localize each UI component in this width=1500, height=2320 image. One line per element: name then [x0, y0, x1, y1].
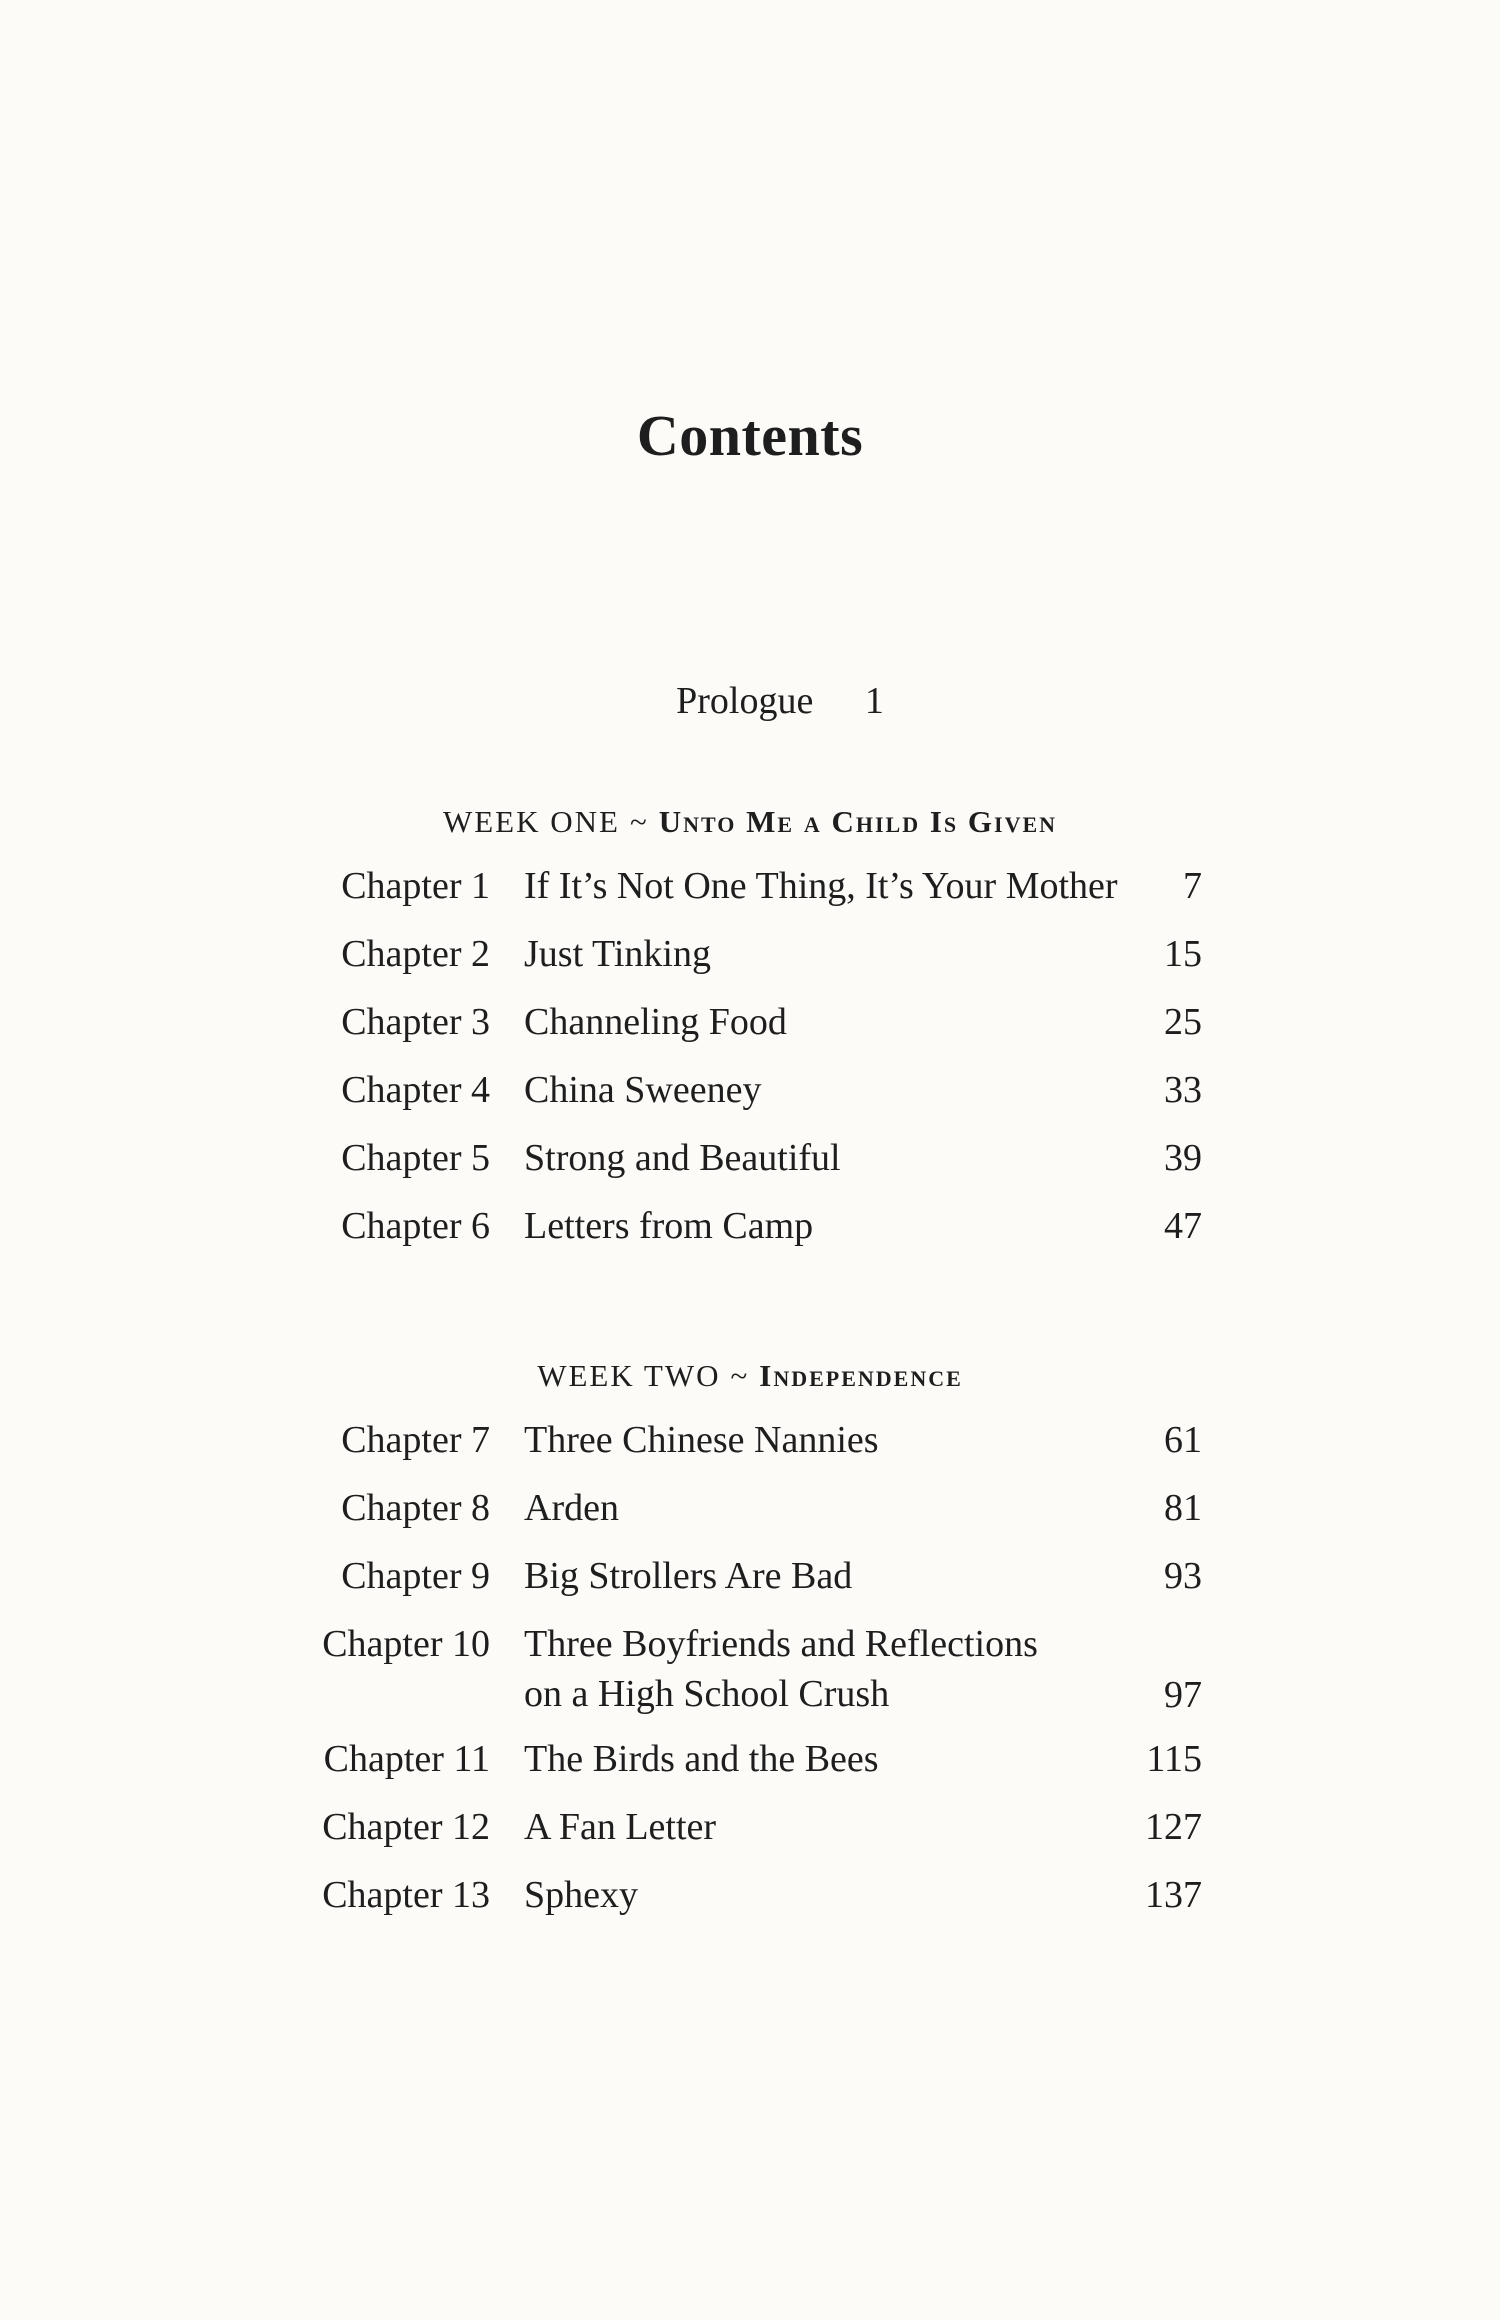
- week-two-dash: ~: [730, 1358, 750, 1393]
- week-two-heading: [0, 1356, 1500, 1396]
- chapter-page-number: 61: [1164, 1419, 1202, 1461]
- chapter-title: Big Strollers Are Bad: [524, 1555, 853, 1597]
- toc-entry[interactable]: [0, 1801, 1500, 1869]
- toc-entry[interactable]: [0, 996, 1500, 1064]
- chapter-number: Chapter 5: [341, 1137, 490, 1179]
- chapter-title-line-2: on a High School Crush: [524, 1673, 890, 1715]
- chapter-title: Strong and Beautiful: [524, 1137, 841, 1179]
- chapter-page-number: 137: [1145, 1874, 1202, 1916]
- week-one-name: WEEK ONE: [442, 804, 620, 839]
- toc-entry[interactable]: [0, 1064, 1500, 1132]
- toc-entry[interactable]: [0, 1618, 1500, 1733]
- chapter-number: Chapter 13: [322, 1874, 490, 1916]
- toc-entry[interactable]: [0, 1132, 1500, 1200]
- chapter-page-number: 7: [1183, 865, 1202, 907]
- chapter-title: Three Chinese Nannies: [524, 1419, 879, 1461]
- chapter-page-number: 15: [1164, 933, 1202, 975]
- chapter-title: [524, 1618, 1124, 1718]
- chapter-number: Chapter 11: [323, 1738, 490, 1780]
- chapter-number: Chapter 6: [341, 1205, 490, 1247]
- chapter-page-number: 47: [1164, 1205, 1202, 1247]
- chapter-number: Chapter 7: [341, 1419, 490, 1461]
- chapter-page-number: 25: [1164, 1001, 1202, 1043]
- week-two-chapter-list: [0, 1414, 1500, 1937]
- chapter-number: Chapter 9: [341, 1555, 490, 1597]
- toc-entry[interactable]: [0, 1200, 1500, 1268]
- week-one-dash: ~: [629, 804, 649, 839]
- chapter-title: Just Tinking: [524, 933, 711, 975]
- chapter-page-number: 39: [1164, 1137, 1202, 1179]
- chapter-number: Chapter 3: [341, 1001, 490, 1043]
- chapter-title: China Sweeney: [524, 1069, 762, 1111]
- toc-entry[interactable]: [0, 928, 1500, 996]
- prologue-label: Prologue: [676, 680, 814, 722]
- chapter-title: Letters from Camp: [524, 1205, 814, 1247]
- chapter-page-number: 115: [1146, 1738, 1202, 1780]
- week-one-subtitle: Unto Me a Child Is Given: [658, 804, 1058, 839]
- chapter-number: Chapter 10: [322, 1623, 490, 1665]
- week-one-chapter-list: [0, 860, 1500, 1268]
- toc-entry[interactable]: [0, 1733, 1500, 1801]
- chapter-page-number: 33: [1164, 1069, 1202, 1111]
- prologue-page-number: 1: [864, 680, 884, 722]
- toc-entry[interactable]: [0, 1869, 1500, 1937]
- week-two-name: WEEK TWO: [537, 1358, 721, 1393]
- toc-entry[interactable]: [0, 860, 1500, 928]
- chapter-title-line-1: Three Boyfriends and Reflections: [524, 1623, 1038, 1665]
- chapter-number: Chapter 1: [341, 865, 490, 907]
- chapter-page-number: 127: [1145, 1806, 1202, 1848]
- toc-entry[interactable]: [0, 1550, 1500, 1618]
- chapter-title: The Birds and the Bees: [524, 1738, 879, 1780]
- chapter-number: Chapter 12: [322, 1806, 490, 1848]
- toc-entry[interactable]: [0, 1482, 1500, 1550]
- prologue-entry[interactable]: [0, 676, 1500, 726]
- chapter-title: A Fan Letter: [524, 1806, 717, 1848]
- chapter-title: Sphexy: [524, 1874, 638, 1916]
- chapter-number: Chapter 8: [341, 1487, 490, 1529]
- chapter-page-number: 97: [1164, 1674, 1202, 1716]
- page-title: Contents: [636, 402, 864, 468]
- week-one-heading: [0, 802, 1500, 842]
- chapter-title: If It’s Not One Thing, It’s Your Mother: [524, 865, 1118, 907]
- toc-entry[interactable]: [0, 1414, 1500, 1482]
- chapter-page-number: 81: [1164, 1487, 1202, 1529]
- chapter-number: Chapter 2: [341, 933, 490, 975]
- chapter-title: Channeling Food: [524, 1001, 787, 1043]
- chapter-title: Arden: [524, 1487, 619, 1529]
- week-two-subtitle: Independence: [759, 1358, 963, 1393]
- chapter-page-number: 93: [1164, 1555, 1202, 1597]
- chapter-number: Chapter 4: [341, 1069, 490, 1111]
